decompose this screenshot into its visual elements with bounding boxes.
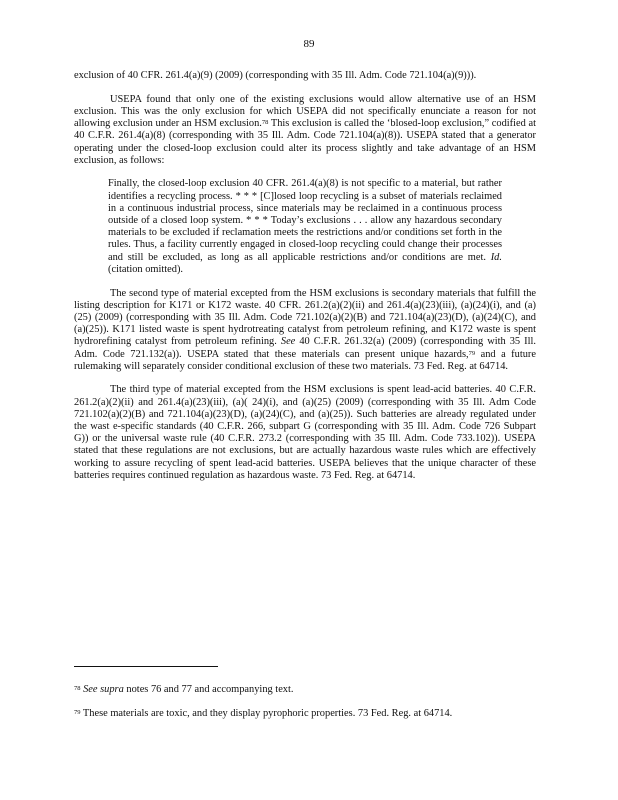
paragraph-third-type: The third type of material excepted from the HSM exclusions is spent lead-acid batteries. 40 C.F.R. 261.2(a)(2)(ii) and 261.4(a)(23)(iii), (a)( 24)(i), and (a)(25) (2009) (corresponding with 35 Ill. Adm Code 721.102(a)(2)(B) and 721.104(a)(23)(D), (a)(24)(C), and (a)(25)). Such batteries are already regulated under the wast e-specific standards (40 C.F.R. 266, subpart G (corresponding with 35 Ill. Adm. Code 726 Subpart G)) or the universal waste rule (40 C.F.R. 273.2 (corresponding with 35 Ill. Adm. Code 733.102)). USEPA stated that these regulations are not exclusions, but are actually hazardous waste rules which are effectively working to assure recycling of spent lead-acid batteries. USEPA believes that the unique character of these batteries requires continued regulation as hazardous waste. 73 Fed. Reg. at 64714. [74,384,536,481]
footnote-text: notes 76 and 77 and accompanying text. [123,684,294,695]
quote-text: Finally, the closed-loop exclusion 40 CFR. 261.4(a)(8) is not specific to a material, but rather identifies a recycling process. * * * [C]losed loop recycling is a subset of materials reclaimed in a continuous industrial process, since materials may be reclaimed in a continuous process outside of a closed loop system. * * * Today’s exclusions . . . allow any hazardous secondary materials to be excluded if reclamation meets the restrictions and/or conditions set forth in the rules. Thus, a facility currently engaged in closed-loop recycling could change their processes and still be excluded, as long as all applicable restrictions and/or conditions are met. [108,178,502,263]
citation-id: Id. [490,251,502,263]
footnote-number: 79 [74,709,81,717]
footnote-number: 78 [74,685,81,692]
footnote-signal: See supra [83,684,124,695]
footnotes [74,684,536,732]
quote-text: (citation omitted). [108,263,184,275]
footnote-divider [74,666,218,667]
paragraph-text: and a future rulemaking will separately consider conditional exclusion of these two materials. 73 Fed. Reg. at 64714. [74,348,536,372]
paragraph-text: USEPA found that only one of the existing exclusions would allow alternative use of an HSM exclusion. This was the only exclusion for which USEPA did not specifically enunciate a reason for not allowing exclusion under an HSM exclusion. [74,93,536,130]
citation-signal: See [280,336,296,348]
footnote-79 [74,708,536,720]
block-quote [108,178,502,276]
page-number: 89 [303,38,315,50]
footnote-text: These materials are toxic, and they display pyrophoric properties. 73 Fed. Reg. at 64714. [82,708,453,720]
paragraph-closed-loop [74,94,536,167]
footnote-78 [74,684,536,696]
paragraph-text: This exclusion is called the ‘blosed-loop exclusion,” codified at 40 C.F.R. 261.4(a)(8) (corresponding with 35 Ill. Adm. Code 721.104(a)(8)). USEPA stated that a generator operating under the closed-loop exclusion could alter its process slightly and take advantage of an HSM exclusion, as follows: [74,118,536,166]
paragraph-text: 40 C.F.R. 261.32(a) (2009) (corresponding with 35 Ill. Adm. Code 721.132(a)). USEPA stated that these materials can present unique hazards, [74,336,536,360]
paragraph-second-type [74,288,536,373]
footnote-ref-79: 79 [468,349,476,357]
footnote-ref-78: 78 [261,119,269,127]
body-text [74,70,536,494]
paragraph-continuation: exclusion of 40 CFR. 261.4(a)(9) (2009) (corresponding with 35 Ill. Adm. Code 721.104(a)(9))). [74,70,477,81]
paragraph-text: The second type of material excepted from the HSM exclusions is secondary materials that fulfill the listing description for K171 or K172 waste. 40 CFR. 261.2(a)(2)(ii) and 261.4(a)(23)(iii), (a)(24)(i), and (a)(25) (2009) (corresponding with 35 Ill. Adm. Code 721.102(a)(2)(B) and 721.104(a)(23)(D), (a)(24)(C), and (a)(25)). K171 listed waste is spent hydrotreating catalyst from petroleum refining, and K172 waste is spent hydrorefining catalyst from petroleum refining. [74,287,536,348]
